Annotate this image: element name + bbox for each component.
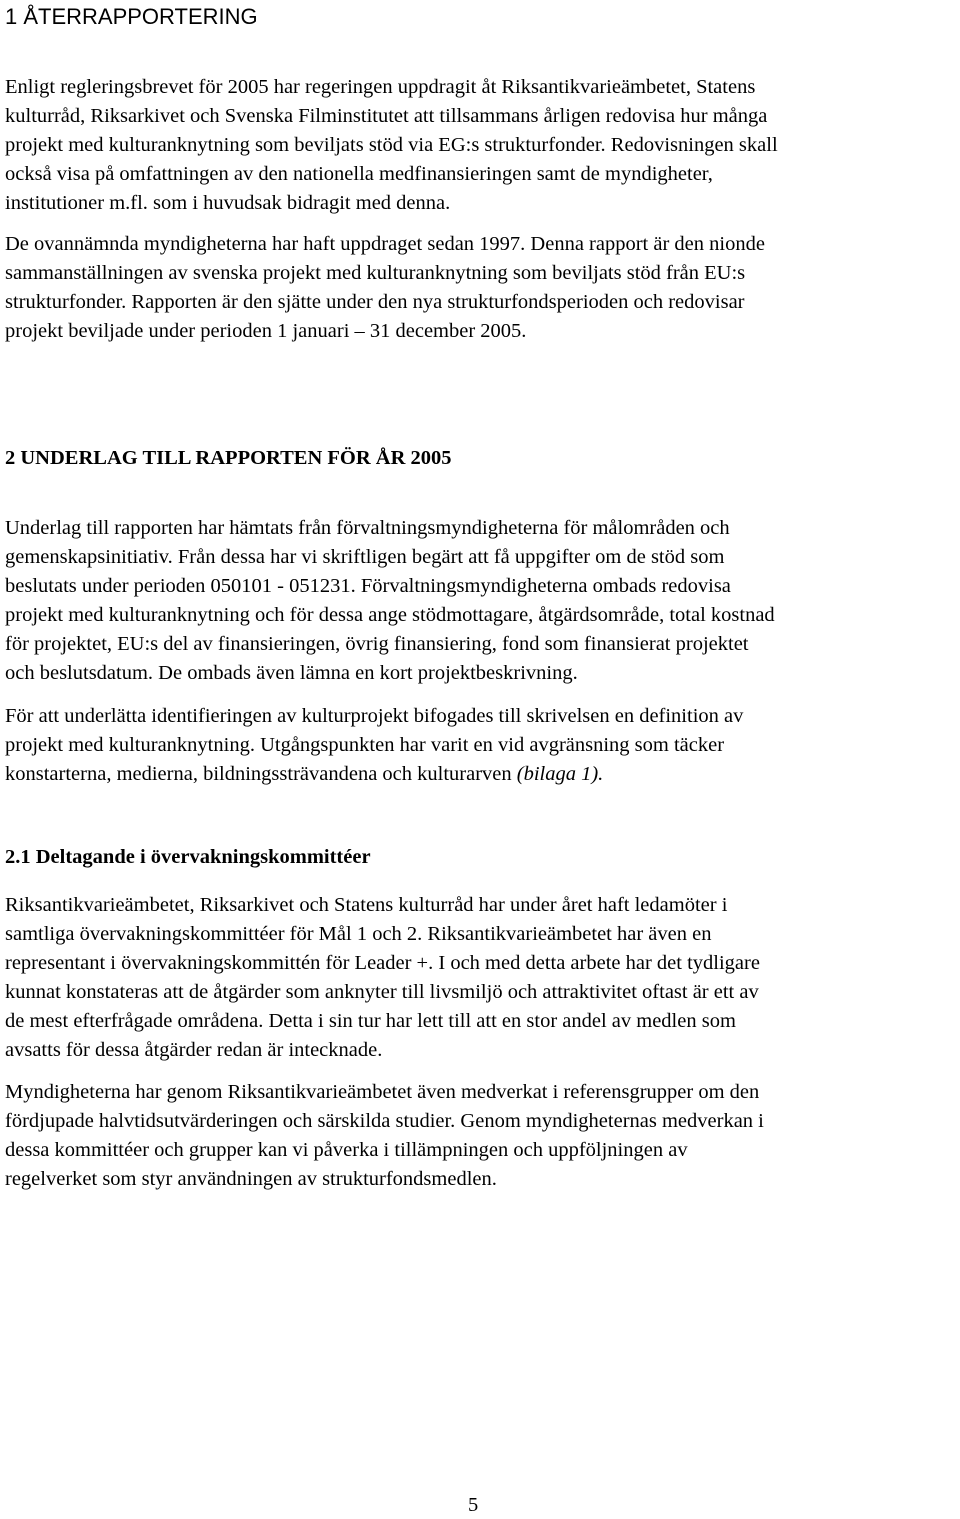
text-line: strukturfonder. Rapporten är den sjätte under den nya strukturfondsperioden och redovisar bbox=[5, 291, 745, 313]
text-line: representant i övervakningskommittén för Leader +. I och med detta arbete har det tydligare bbox=[5, 952, 760, 974]
text-line: Myndigheterna har genom Riksantikvarieämbetet även medverkat i referensgrupper om den bbox=[5, 1081, 760, 1103]
text-line: de mest efterfrågade områdena. Detta i sin tur har lett till att en stor andel av medlen som bbox=[5, 1010, 736, 1032]
text-line: kulturråd, Riksarkivet och Svenska Filminstitutet att tillsammans årligen redovisa hur många bbox=[5, 105, 768, 127]
text-line: För att underlätta identifieringen av kulturprojekt bifogades till skrivelsen en definition av bbox=[5, 705, 744, 727]
text-line: Underlag till rapporten har hämtats från förvaltningsmyndigheterna för målområden och bbox=[5, 517, 730, 539]
text-line: sammanställningen av svenska projekt med kulturanknytning som beviljats stöd från EU:s bbox=[5, 262, 746, 284]
text-line: dessa kommittéer och grupper kan vi påverka i tillämpningen och uppföljningen av bbox=[5, 1139, 688, 1161]
text-line: projekt med kulturanknytning som beviljats stöd via EG:s strukturfonder. Redovisningen skall bbox=[5, 134, 778, 156]
text-line: institutioner m.fl. som i huvudsak bidragit med denna. bbox=[5, 192, 451, 214]
text-line: kunnat konstateras att de åtgärder som anknyter till livsmiljö och attraktivitet oftast är ett av bbox=[5, 981, 759, 1003]
text-line: projekt med kulturanknytning och för dessa ange stödmottagare, åtgärdsområde, total kostnad bbox=[5, 604, 775, 626]
heading-underlag: 2 UNDERLAG TILL RAPPORTEN FÖR ÅR 2005 bbox=[5, 447, 452, 469]
appendix-reference: (bilaga 1). bbox=[516, 763, 604, 785]
text-line: Enligt regleringsbrevet för 2005 har regeringen uppdragit åt Riksantikvarieämbetet, Statens bbox=[5, 76, 756, 98]
paragraph-regleringsbrev bbox=[5, 73, 957, 218]
text-line: projekt med kulturanknytning. Utgångspunkten har varit en vid avgränsning som täcker bbox=[5, 734, 725, 756]
heading-aterrapportering: 1 ÅTERRAPPORTERING bbox=[5, 4, 258, 29]
paragraph-underlag bbox=[5, 514, 957, 688]
text-line: samtliga övervakningskommittéer för Mål 1 och 2. Riksantikvarieämbetet har även en bbox=[5, 923, 712, 945]
text-line: beslutats under perioden 050101 - 051231. Förvaltningsmyndigheterna ombads redovisa bbox=[5, 575, 731, 597]
paragraph-ledamoter bbox=[5, 891, 957, 1065]
text-segment: konstarterna, medierna, bildningssträvandena och kulturarven bbox=[5, 763, 517, 785]
text-line: fördjupade halvtidsutvärderingen och särskilda studier. Genom myndigheternas medverkan i bbox=[5, 1110, 764, 1132]
text-line: regelverket som styr användningen av strukturfondsmedlen. bbox=[5, 1168, 497, 1190]
text-line: gemenskapsinitiativ. Från dessa har vi skriftligen begärt att få uppgifter om de stöd som bbox=[5, 546, 725, 568]
text-line-with-reference bbox=[5, 760, 957, 789]
text-line: De ovannämnda myndigheterna har haft uppdraget sedan 1997. Denna rapport är den nionde bbox=[5, 233, 765, 255]
paragraph-uppdrag-sedan-1997 bbox=[5, 230, 957, 346]
text-line: projekt beviljade under perioden 1 januari – 31 december 2005. bbox=[5, 320, 527, 342]
text-line: och beslutsdatum. De ombads även lämna en kort projektbeskrivning. bbox=[5, 662, 578, 684]
paragraph-referensgrupper bbox=[5, 1078, 957, 1194]
text-line: för projektet, EU:s del av finansieringen, övrig finansiering, fond som finansierat projektet bbox=[5, 633, 749, 655]
text-line: avsatts för dessa åtgärder redan är intecknade. bbox=[5, 1039, 383, 1061]
paragraph-definition bbox=[5, 702, 957, 789]
text-line: också visa på omfattningen av den nationella medfinansieringen samt de myndigheter, bbox=[5, 163, 713, 185]
heading-overvakningskommitteer: 2.1 Deltagande i övervakningskommittéer bbox=[5, 846, 371, 868]
text-line: Riksantikvarieämbetet, Riksarkivet och Statens kulturråd har under året haft ledamöter i bbox=[5, 894, 728, 916]
page-number: 5 bbox=[468, 1494, 479, 1516]
